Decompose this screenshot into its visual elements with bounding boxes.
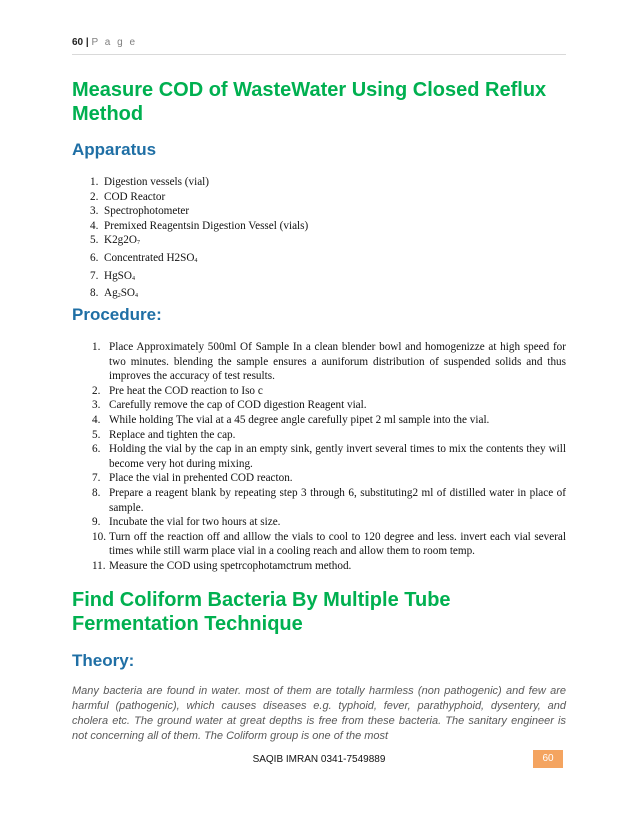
step-text: While holding The vial at a 45 degree angle carefully pipet 2 ml sample into the vial.	[109, 413, 490, 426]
step-text: Place Approximately 500ml Of Sample In a clean blender bowl and homogenizze at high speed for two minutes. blending the sample ensures a auniforum distribution of suspended solids and thus improves the accuracy of test results.	[109, 341, 566, 383]
item-text: K2g2O	[104, 234, 137, 247]
item-text: Ag	[104, 287, 118, 300]
procedure-step	[72, 530, 566, 559]
step-text: Replace and tighten the cap.	[109, 428, 236, 441]
procedure-step	[72, 340, 566, 384]
item-number: 3.	[90, 205, 99, 218]
header-separator: |	[85, 37, 89, 48]
procedure-step	[72, 398, 566, 413]
header-page-number: 60	[72, 37, 84, 48]
step-text: Turn off the reaction off and alllow the vials to cool to 120 degree and less. invert each vial several times while still warm place vial in a cooling reach and allow them to room temp.	[109, 530, 566, 558]
procedure-step	[72, 559, 566, 574]
apparatus-item	[72, 233, 566, 251]
procedure-step	[72, 471, 566, 486]
step-text: Measure the COD using spetrcophotamctrum method.	[109, 559, 352, 572]
apparatus-item	[72, 190, 566, 205]
step-text: Holding the vial by the cap in an empty sink, gently invert several times to mix the contents they will become very hot during mixing.	[109, 443, 566, 470]
theory-paragraph: Many bacteria are found in water. most of them are totally harmless (non pathogenic) and few are harmful (pathogenic), which causes diseases e.g. typhoid, fever, parathyphoid, dysentery, and cholera etc. The ground water at great depths is free from these bacteria. The sanitary engineer is not concerning all of them. The Coliform group is one of the most	[72, 685, 566, 742]
apparatus-item	[72, 219, 566, 234]
footer-author: SAQIB IMRAN 0341-7549889	[252, 754, 386, 765]
step-number: 2.	[92, 384, 101, 397]
step-text: Place the vial in prehented COD reacton.	[109, 472, 293, 485]
procedure-list	[72, 340, 566, 574]
apparatus-list	[72, 175, 566, 304]
item-number: 5.	[90, 234, 99, 247]
step-number: 7.	[92, 472, 101, 485]
step-number: 4.	[92, 413, 101, 426]
procedure-step	[72, 442, 566, 471]
item-number: 4.	[90, 219, 99, 232]
item-subscript: 7	[136, 240, 140, 247]
item-text: Spectrophotometer	[104, 205, 190, 218]
heading-apparatus: Apparatus	[72, 140, 157, 159]
apparatus-item	[72, 269, 566, 287]
footer-page-badge: 60	[533, 750, 563, 768]
step-number: 11.	[92, 559, 106, 572]
procedure-step	[72, 413, 566, 428]
item-text: Concentrated H2SO	[104, 251, 195, 264]
heading-procedure: Procedure:	[72, 305, 162, 324]
step-number: 1.	[92, 341, 101, 353]
step-text: Prepare a reagent blank by repeating step 3 through 6, substituting2 ml of distilled water in place of sample.	[109, 486, 566, 514]
heading-theory: Theory:	[72, 651, 135, 670]
item-subscript: 4	[194, 257, 198, 264]
procedure-step	[72, 428, 566, 443]
step-text: Pre heat the COD reaction to Iso c	[109, 384, 263, 397]
title-coliform: Find Coliform Bacteria By Multiple Tube Fermentation Technique	[72, 589, 451, 635]
step-number: 5.	[92, 428, 101, 441]
step-number: 10.	[92, 530, 106, 543]
procedure-step	[72, 384, 566, 399]
item-text: COD Reactor	[104, 190, 166, 203]
item-number: 8.	[90, 287, 99, 300]
step-number: 3.	[92, 399, 101, 412]
apparatus-item	[72, 175, 566, 190]
step-number: 9.	[92, 516, 101, 529]
apparatus-item	[72, 286, 566, 304]
step-number: 6.	[92, 443, 101, 456]
item-subscript: 2	[117, 293, 121, 300]
item-number: 2.	[90, 190, 99, 203]
procedure-step	[72, 486, 566, 515]
item-number: 1.	[90, 176, 99, 188]
apparatus-item	[72, 251, 566, 269]
item-text: Premixed Reagentsin Digestion Vessel (vials)	[104, 219, 309, 232]
item-text: SO	[120, 287, 135, 300]
item-subscript: 4	[135, 293, 138, 300]
item-text: Digestion vessels (vial)	[104, 176, 210, 188]
step-text: Carefully remove the cap of COD digestion Reagent vial.	[109, 399, 367, 412]
item-number: 7.	[90, 269, 99, 282]
step-text: Incubate the vial for two hours at size.	[109, 516, 281, 529]
step-number: 8.	[92, 486, 101, 499]
item-text: HgSO	[104, 269, 132, 282]
title-cod: Measure COD of WasteWater Using Closed Reflux Method	[72, 79, 547, 125]
procedure-step	[72, 515, 566, 530]
apparatus-item	[72, 204, 566, 219]
page-header	[72, 37, 566, 55]
item-subscript: 4	[131, 275, 135, 282]
item-number: 6.	[90, 251, 99, 264]
header-page-word: P a g e	[91, 37, 138, 48]
